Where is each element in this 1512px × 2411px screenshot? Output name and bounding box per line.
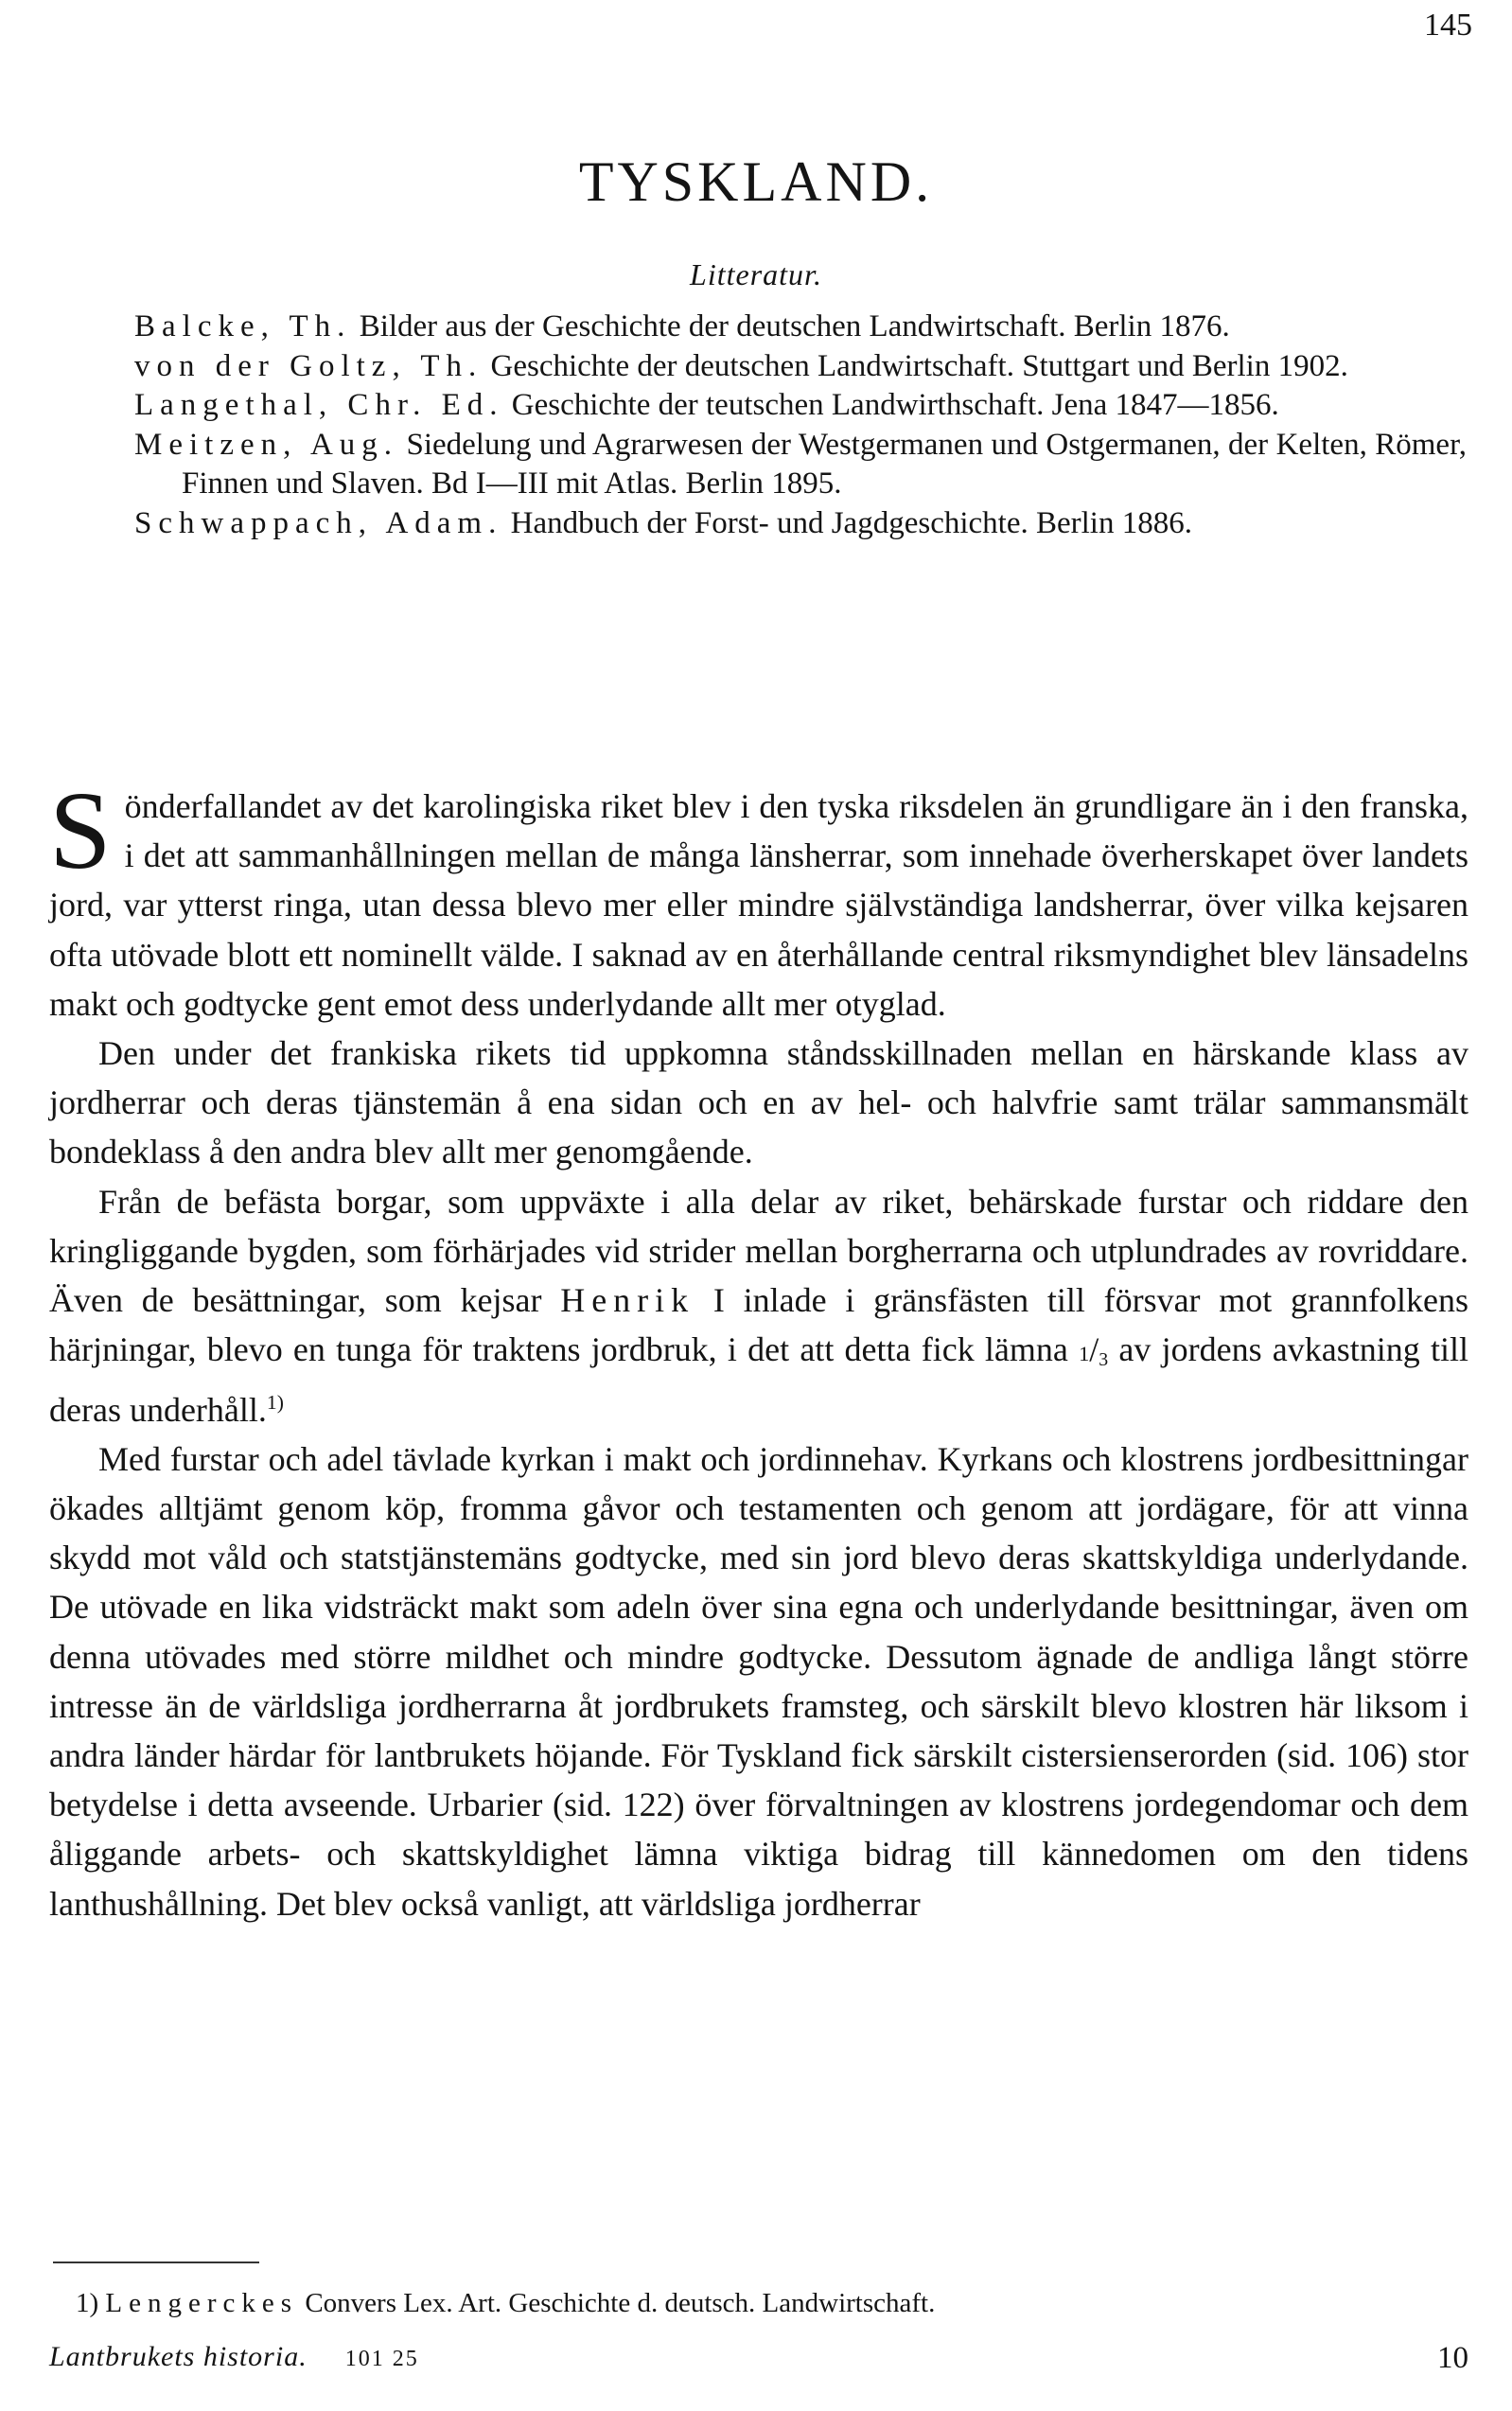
bibliography-entry	[134, 347, 1467, 387]
paragraph-text: av jordens avkastning till deras underhåll.	[49, 1330, 1468, 1429]
bibliography-entry	[134, 386, 1467, 426]
footnote-author: Lengerckes	[105, 2288, 299, 2318]
bibliography-entry	[134, 426, 1467, 504]
footnote	[76, 2288, 935, 2319]
page-number: 145	[1424, 8, 1472, 43]
bibliography-text: Bilder aus der Geschichte der deutschen Landwirtschaft. Berlin 1876.	[351, 309, 1230, 343]
literature-heading: Litteratur.	[690, 257, 822, 291]
paragraph-text: önderfallandet av det karolingiska riket blev i den tyska riksdelen än grundligare än i den franska, i det att sammanhållningen mellan de många länsherrar, som innehade överherskapet över landets jord, var ytterst ringa, utan dessa blevo mer eller mindre självständiga landsherrar, över vilka kejsaren ofta utövade blott ett nominellt välde. I saknad av en återhållande central riksmyndighet blev länsadelns makt och godtycke gent emot dess underlydande allt mer otyglad.	[49, 787, 1468, 1023]
bibliography-author: Balcke, Th.	[134, 309, 352, 343]
bibliography-list	[134, 308, 1467, 543]
paragraph	[49, 768, 1468, 1029]
bibliography-entry	[134, 308, 1467, 347]
bibliography-author: Schwappach, Adam.	[134, 505, 503, 540]
chapter-title: TYSKLAND.	[578, 150, 934, 213]
printer-signature: 101 25	[344, 2347, 419, 2371]
paragraph-text: Från de befästa borgar, som uppväxte i alla delar av riket, behärskade furstar och riddare den kringliggande bygden, som förhärjades vid strider mellan borgherrarna och utplundrades av rovriddare. Även de besättningar, som kejsar	[49, 1182, 1468, 1320]
paragraph: Med furstar och adel tävlade kyrkan i makt och jordinnehav. Kyrkans och klostrens jordbesittningar ökades alltjämt genom köp, fromma gåvor och testamenten och genom att jordägare, för att vinna skydd mot våld och statstjänstemäns godtycke, med sin jord blevo deras skattskyldiga underlydande. De utövade en lika vidsträckt makt som adeln över sina egna och underlydande besittningar, även om denna utövades med större mildhet och mindre godtycke. Dessutom ägnade de andliga långt större intresse än de världsliga jordherrarna åt jordbrukets framsteg, och särskilt blevo klostren här liksom i andra länder härdar för lantbrukets höjande. För Tyskland fick särskilt cistersienserorden (sid. 106) stor betydelse i detta avseende. Urbarier (sid. 122) över förvaltningen av klostrens jordegendomar och dem åliggande arbets- och skattskyldighet lämna viktiga bidrag till kännedomen om den tidens lanthushållning. Det blev också vanligt, att världsliga jordherrar	[49, 1439, 1468, 1923]
paragraph	[49, 1177, 1468, 1434]
spaced-name: Henrik	[560, 1281, 695, 1320]
bibliography-author: Langethal, Chr. Ed.	[134, 388, 504, 422]
bibliography-entry	[134, 504, 1467, 544]
footnote-text: Convers Lex. Art. Geschichte d. deutsch. Landwirtschaft.	[298, 2288, 936, 2318]
footnote-divider	[53, 2261, 259, 2263]
fraction-numerator: 1	[1079, 1342, 1090, 1366]
bibliography-text: Handbuch der Forst- und Jagdgeschichte. Berlin 1886.	[502, 505, 1192, 540]
footnote-reference: 1)	[266, 1390, 284, 1414]
sheet-number: 10	[1437, 2341, 1468, 2375]
bibliography-text: Geschichte der teutschen Landwirthschaft. Jena 1847—1856.	[503, 388, 1279, 422]
fraction-denominator: 3	[1099, 1349, 1109, 1371]
body-text	[49, 768, 1469, 1928]
bibliography-author: von der Goltz, Th.	[134, 348, 483, 383]
paragraph: Den under det frankiska rikets tid uppkomna ståndsskillnaden mellan en härskande klass av jordherrar och deras tjänstemän å ena sidan och en av hel- och halvfrie samt trälar sammansmält bondeklass å den andra blev allt mer genomgående.	[49, 1034, 1468, 1171]
bibliography-text: Siedelung und Agrarwesen der Westgermanen und Ostgermanen, der Kelten, Römer, Finnen und Slaven. Bd I—III mit Atlas. Berlin 1895.	[182, 427, 1467, 501]
bibliography-author: Meitzen, Aug.	[134, 427, 399, 462]
footnote-marker: 1)	[76, 2288, 99, 2318]
page-footer	[49, 2341, 1468, 2373]
fraction: $^1/_3$	[1079, 1330, 1109, 1371]
book-title: Lantbrukets historia.	[49, 2341, 308, 2372]
drop-cap: S	[49, 768, 112, 892]
paragraph-text: I inlade i gränsfästen till försvar mot grannfolkens härjningar, blevo en tunga för traktens jordbruk, i det att detta fick lämna	[49, 1281, 1469, 1369]
bibliography-text: Geschichte der deutschen Landwirtschaft. Stuttgart und Berlin 1902.	[483, 348, 1348, 383]
